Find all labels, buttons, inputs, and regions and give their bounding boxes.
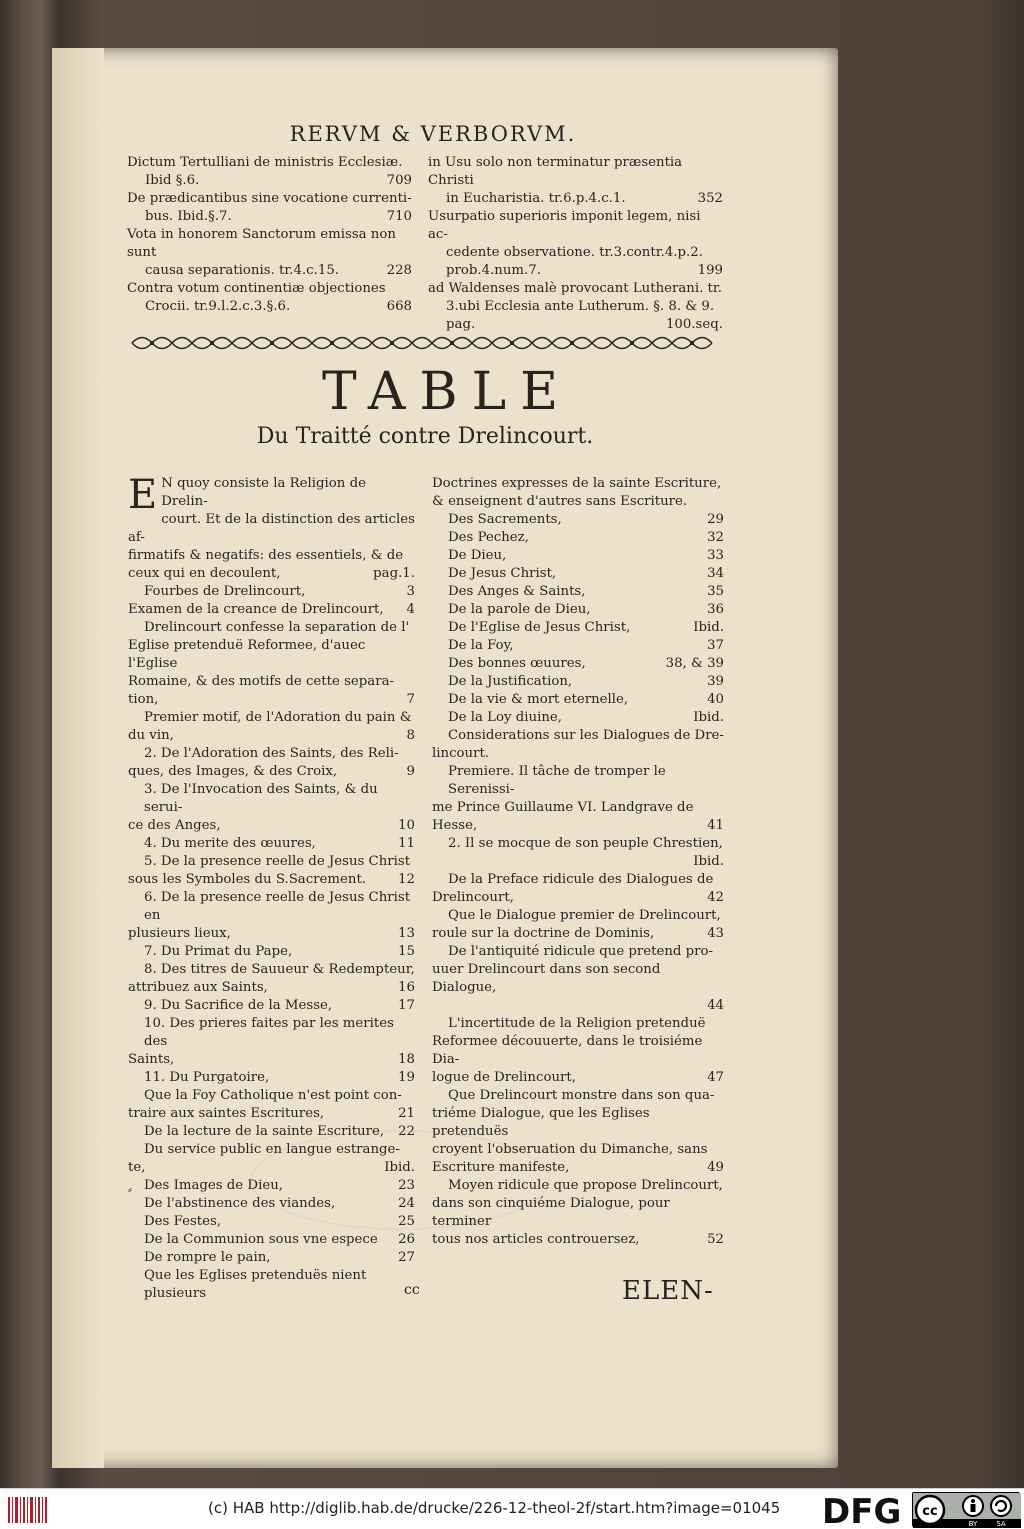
toc-entry-line: tion, 7 [128,692,415,707]
toc-entry-line: uuer Drelincourt dans son second Dialogue, [432,962,661,995]
toc-entry [128,961,415,997]
toc-entry-page: 26 [398,1232,415,1247]
toc-entry-page: Ibid. [384,1160,415,1175]
toc-entry-line: tous nos articles controuersez, 52 [432,1232,724,1247]
toc-entry-text: Fourbes de Drelincourt, 3 [144,584,415,599]
svg-text:cc: cc [922,1504,938,1519]
barcode-icon [8,1495,48,1525]
toc-entry [432,1015,724,1087]
toc-entry-text: 4. Du merite des œuures, 11 [144,836,415,851]
toc-entry-page: 25 [398,1214,415,1229]
index-entry-page: 352 [697,191,723,206]
toc-entry-line: te, Ibid. [128,1160,415,1175]
viewer-footer [0,1488,1024,1529]
toc-entry-text: 8. Des titres de Sauueur & Redempteur, [144,962,415,977]
toc-entry-line: me Prince Guillaume VI. Landgrave de [432,800,694,815]
toc-column-right [432,475,724,1249]
toc-entry [432,835,724,871]
toc-entry [432,907,724,943]
toc-entry-page: 40 [707,692,724,707]
toc-entry-page: 41 [707,818,724,833]
toc-entry-page: 38, & 39 [665,656,724,671]
signature-mark: cc [404,1282,420,1298]
toc-entry-line [432,853,724,871]
toc-entry-page: 37 [707,638,724,653]
toc-entry-text: Que la Foy Catholique n'est point con- [144,1088,402,1103]
toc-entry-line: logue de Drelincourt, 47 [432,1070,724,1085]
ornamental-mark: ⸗ [128,1182,132,1196]
toc-entry-line: croyent l'obseruation du Dimanche, sans [432,1142,708,1157]
toc-entry-page: 49 [707,1160,724,1175]
index-entry-continuation: prob.4.num.7. 199 [446,263,723,278]
index-entry [428,208,723,280]
toc-entry-line: ceux qui en decoulent, pag.1. [128,566,415,581]
toc-entry [128,1087,415,1123]
toc-entry-line: sous les Symboles du S.Sacrement. 12 [128,872,415,887]
credit-link[interactable]: (c) HAB http://diglib.hab.de/drucke/226-12-theol-2f/start.htm?image=01045 [208,1499,781,1517]
toc-entry-page: 23 [398,1178,415,1193]
index-entry-continuation: causa separationis. tr.4.c.15. 228 [145,263,412,278]
toc-entry-text: De l'antiquité ridicule que pretend pro- [448,944,714,959]
toc-entry-page: 24 [398,1196,415,1211]
toc-entry-line: triéme Dialogue, que les Eglises pretenduës [432,1106,650,1139]
toc-entry-text: Des Sacrements, 29 [448,512,724,527]
toc-entry-page: 10 [398,818,415,833]
toc-entry [432,583,724,601]
index-entry-page: 710 [386,209,412,224]
toc-entry-page: 7 [406,692,415,707]
toc-entry-page: 47 [707,1070,724,1085]
index-entry-page: 668 [386,299,412,314]
toc-entry [432,655,724,673]
running-head: RERVM & VERBORVM. [289,122,577,146]
toc-entry [128,943,415,961]
index-entry-page: 709 [386,173,412,188]
toc-entry-line [432,997,724,1015]
toc-entry-line: Saints, 18 [128,1052,415,1067]
toc-entry-line: lincourt. [432,746,490,761]
toc-entry-text: 6. De la presence reelle de Jesus Christ en [144,890,411,923]
toc-entry [128,997,415,1015]
toc-entry-line: roule sur la doctrine de Dominis, 43 [432,926,724,941]
toc-entry-line: Romaine, & des motifs de cette separa- [128,674,394,689]
toc-entry-line: Escriture manifeste, 49 [432,1160,724,1175]
toc-entry-text: 2. Il se mocque de son peuple Chrestien, [448,836,723,851]
toc-entry [432,511,724,529]
toc-entry [432,871,724,907]
toc-entry-text: 9. Du Sacrifice de la Messe, 17 [144,998,415,1013]
toc-entry-page: 17 [398,998,415,1013]
toc-entry-text: De la Preface ridicule des Dialogues de [448,872,714,887]
toc-entry-text: Des bonnes œuures, 38, & 39 [448,656,724,671]
toc-entry-line: Reformee découuerte, dans le troisiéme Dia- [432,1034,703,1067]
toc-entry-page: Ibid. [693,620,724,635]
toc-entry [128,1123,415,1141]
toc-entry-line: Drelincourt, 42 [432,890,724,905]
toc-entry-text: De l'Eglise de Jesus Christ, Ibid. [448,620,724,635]
toc-entry-page: 44 [707,998,724,1013]
index-entry-continuation: cedente observatione. tr.3.contr.4.p.2. [446,245,703,260]
toc-entry-line: dans son cinquiéme Dialogue, pour terminer [432,1196,670,1229]
toc-entry-text: De la parole de Dieu, 36 [448,602,724,617]
index-entry-continuation: in Eucharistia. tr.6.p.4.c.1. 352 [446,191,723,206]
toc-entry [128,1231,415,1249]
index-entry [127,190,412,226]
toc-entry-page: 22 [398,1124,415,1139]
toc-entry-text: L'incertitude de la Religion pretenduë [448,1016,706,1031]
catchword: ELEN- [622,1276,714,1306]
toc-entry [128,601,415,619]
toc-entry [432,673,724,691]
table-title: TABLE [322,362,573,422]
toc-entry [128,1069,415,1087]
index-entry-continuation: bus. Ibid.§.7. 710 [145,209,412,224]
toc-entry [128,1249,415,1267]
toc-entry [128,1213,415,1231]
index-entry-text: Dictum Tertulliani de ministris Ecclesiæ. [127,155,403,170]
toc-entry [432,601,724,619]
toc-entry-text: Du service public en langue estrange- [144,1142,400,1157]
toc-entry-text: N quoy consiste la Religion de Drelin- [161,476,366,509]
toc-entry-text: De l'abstinence des viandes, 24 [144,1196,415,1211]
toc-entry-text: 10. Des prieres faites par les merites des [144,1016,394,1049]
toc-entry-page: 42 [707,890,724,905]
ornament-rule [128,330,724,356]
toc-entry-text: 11. Du Purgatoire, 19 [144,1070,415,1085]
toc-entry-page: Ibid. [693,710,724,725]
toc-entry [128,583,415,601]
toc-entry-page: 36 [707,602,724,617]
index-entry [127,226,412,280]
index-entry [127,154,412,190]
toc-entry-line: firmatifs & negatifs: des essentiels, & de [128,548,404,563]
toc-entry [128,472,415,583]
index-entry-page: 199 [697,263,723,278]
toc-entry [432,565,724,583]
toc-entry [432,691,724,709]
table-subtitle: Du Traitté contre Drelincourt. [256,424,594,449]
toc-entry [128,1267,415,1303]
toc-entry [432,709,724,727]
toc-entry-page: 11 [398,836,415,851]
toc-entry-text: Examen de la creance de Drelincourt, 4 [128,602,415,617]
toc-entry-page: 15 [398,944,415,959]
index-entry-text: De prædicantibus sine vocatione currenti- [127,191,412,206]
index-entry-text: Usurpatio superioris imponit legem, nisi ac- [428,209,701,242]
toc-entry-page: 16 [398,980,415,995]
toc-entry-text: 5. De la presence reelle de Jesus Christ [144,854,411,869]
svg-text:BY: BY [968,1520,978,1528]
toc-entry-line: ce des Anges, 10 [128,818,415,833]
dfg-logo [820,1492,916,1527]
toc-entry-text: De la Communion sous vne espece 26 [144,1232,415,1247]
toc-entry [128,619,415,709]
toc-entry-page: 33 [707,548,724,563]
toc-entry [432,637,724,655]
index-entry-continuation: 3.ubi Ecclesia ante Lutherum. §. 8. & 9. [446,299,715,314]
cc-license-badge[interactable] [912,1492,1020,1527]
toc-entry [432,547,724,565]
index-entry-text: Vota in honorem Sanctorum emissa non sunt [127,227,396,260]
toc-entry-text: Que Drelincourt monstre dans son qua- [448,1088,715,1103]
toc-entry-text: Des Festes, 25 [144,1214,415,1229]
toc-entry-text: Considerations sur les Dialogues de Dre- [448,728,724,743]
index-entry [127,280,412,316]
toc-entry-page: 43 [707,926,724,941]
toc-entry-page: 35 [707,584,724,599]
toc-entry-text: Moyen ridicule que propose Drelincourt, [448,1178,723,1193]
toc-entry [432,1087,724,1177]
dfg-logo-text: DFG [822,1492,902,1527]
toc-entry [432,1177,724,1249]
index-entry-page: 228 [386,263,412,278]
index-entry [428,154,723,208]
toc-entry-text: Premier motif, de l'Adoration du pain & [144,710,412,725]
toc-entry-text: 2. De l'Adoration des Saints, des Reli- [144,746,399,761]
index-entry-text: ad Waldenses malè provocant Lutherani. tr. [428,281,723,296]
index-column-right [428,154,723,334]
toc-entry-page: 34 [707,566,724,581]
toc-entry-page: 13 [398,926,415,941]
toc-entry-page: pag.1. [373,566,415,581]
toc-entry-line: Eglise pretenduë Reformee, d'auec l'Eglise [128,638,366,671]
toc-entry-text: Drelincourt confesse la separation de l' [144,620,410,635]
index-entry-text: in Usu solo non terminatur præsentia Christi [428,155,683,188]
toc-entry [432,727,724,763]
toc-entry-text: Doctrines expresses de la sainte Escriture, [432,476,722,491]
toc-entry-page: Ibid. [693,854,724,869]
toc-entry [128,1015,415,1069]
toc-entry [128,835,415,853]
toc-entry-text: De la lecture de la sainte Escriture, 22 [144,1124,415,1139]
toc-entry [128,853,415,889]
toc-entry-page: 8 [406,728,415,743]
toc-entry-text: 7. Du Primat du Pape, 15 [144,944,415,959]
index-column-left [127,154,412,316]
toc-entry-page: 27 [398,1250,415,1265]
toc-entry-line: traire aux saintes Escritures, 21 [128,1106,415,1121]
toc-entry [432,943,724,1015]
svg-text:SA: SA [996,1520,1006,1528]
toc-entry-text: De la Justification, 39 [448,674,724,689]
toc-entry [432,763,724,835]
toc-entry-page: 12 [398,872,415,887]
toc-entry [128,745,415,781]
toc-entry-text: Premiere. Il tâche de tromper le Serenissi- [448,764,666,797]
toc-entry-page: 9 [406,764,415,779]
toc-entry [128,781,415,835]
toc-entry-text: De la Loy diuine, Ibid. [448,710,724,725]
cc-by-sa-icon [913,1493,1021,1528]
toc-entry [432,529,724,547]
toc-entry [432,619,724,637]
toc-entry-text: De Jesus Christ, 34 [448,566,724,581]
index-entry-page: 100.seq. [665,317,723,332]
toc-entry-text: De Dieu, 33 [448,548,724,563]
drop-cap: E [128,472,158,518]
toc-entry [128,889,415,943]
toc-entry-text: De la Foy, 37 [448,638,724,653]
toc-entry-text: Des Anges & Saints, 35 [448,584,724,599]
toc-entry-text: Que les Eglises pretenduës nient plusieurs [144,1268,367,1301]
index-entry-continuation: pag. 100.seq. [446,317,723,332]
index-entry-text: Contra votum continentiæ objectiones [127,281,386,296]
toc-entry-text: 3. De l'Invocation des Saints, & du serui- [144,782,378,815]
toc-entry-page: 3 [406,584,415,599]
toc-entry [128,1177,415,1195]
toc-entry [128,709,415,745]
toc-entry [128,1195,415,1213]
toc-entry-page: 19 [398,1070,415,1085]
toc-entry-page: 21 [398,1106,415,1121]
toc-entry-line: Hesse, 41 [432,818,724,833]
toc-entry-page: 18 [398,1052,415,1067]
toc-entry-page: 52 [707,1232,724,1247]
toc-entry-text: Que le Dialogue premier de Drelincourt, [448,908,721,923]
toc-entry-page: 4 [406,602,415,617]
toc-entry-page: 32 [707,530,724,545]
toc-entry-text: Des Pechez, 32 [448,530,724,545]
page-gutter [52,48,104,1468]
index-entry [428,280,723,334]
toc-entry-text: Des Images de Dieu, 23 [144,1178,415,1193]
toc-entry-line: court. Et de la distinction des articles af- [128,512,415,545]
toc-entry [432,475,724,511]
toc-entry-page: 29 [707,512,724,527]
toc-entry [128,1141,415,1177]
toc-column-left [128,472,415,1303]
toc-entry-line: du vin, 8 [128,728,415,743]
toc-entry-line: plusieurs lieux, 13 [128,926,415,941]
toc-entry-line: ques, des Images, & des Croix, 9 [128,764,415,779]
toc-entry-text: De la vie & mort eternelle, 40 [448,692,724,707]
index-entry-continuation: Ibid §.6. 709 [145,173,412,188]
toc-entry-line: attribuez aux Saints, 16 [128,980,415,995]
toc-entry-text: De rompre le pain, 27 [144,1250,415,1265]
toc-entry-page: 39 [707,674,724,689]
toc-entry-line: & enseignent d'autres sans Escriture. [432,494,688,509]
index-entry-continuation: Crocii. tr.9.l.2.c.3.§.6. 668 [145,299,412,314]
